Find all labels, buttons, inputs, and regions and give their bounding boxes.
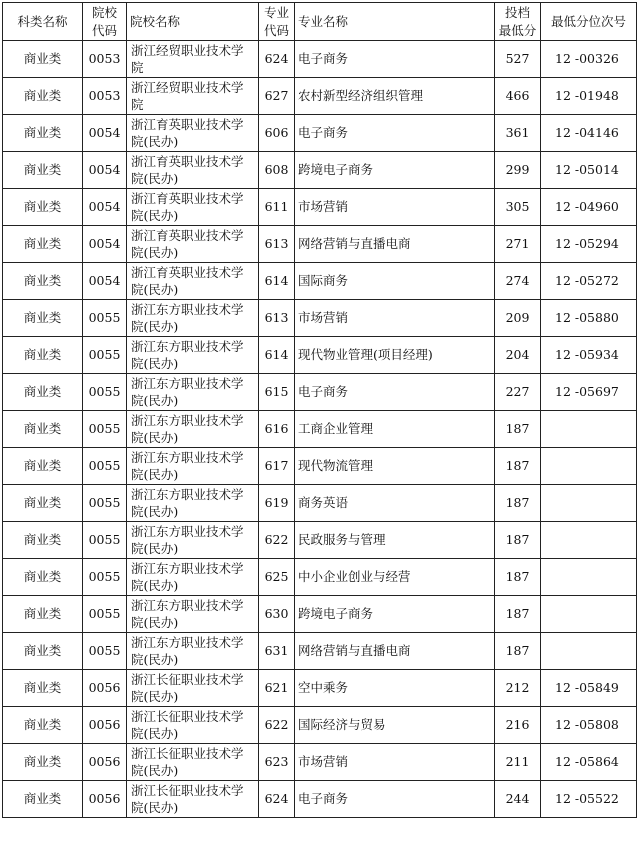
cell-school-name: 浙江东方职业技术学院(民办)	[127, 448, 259, 485]
cell-school-code: 0055	[83, 448, 127, 485]
header-school-name: 院校名称	[127, 3, 259, 41]
cell-category: 商业类	[3, 485, 83, 522]
header-min-rank: 最低分位次号	[541, 3, 637, 41]
cell-major-code: 624	[259, 41, 295, 78]
cell-category: 商业类	[3, 152, 83, 189]
cell-school-name: 浙江长征职业技术学院(民办)	[127, 670, 259, 707]
cell-major-code: 614	[259, 263, 295, 300]
cell-school-code: 0054	[83, 263, 127, 300]
table-row	[3, 226, 637, 263]
cell-school-code: 0055	[83, 374, 127, 411]
cell-min-rank: 12 -05697	[541, 374, 637, 411]
cell-school-code: 0056	[83, 670, 127, 707]
cell-min-score: 187	[495, 448, 541, 485]
cell-major-name: 国际经济与贸易	[295, 707, 495, 744]
cell-major-code: 631	[259, 633, 295, 670]
cell-school-code: 0054	[83, 152, 127, 189]
cell-min-rank: 12 -05934	[541, 337, 637, 374]
cell-school-name: 浙江东方职业技术学院(民办)	[127, 374, 259, 411]
cell-school-code: 0054	[83, 115, 127, 152]
cell-min-score: 187	[495, 596, 541, 633]
cell-school-code: 0055	[83, 522, 127, 559]
cell-major-name: 市场营销	[295, 189, 495, 226]
cell-school-name: 浙江长征职业技术学院(民办)	[127, 744, 259, 781]
cell-min-score: 305	[495, 189, 541, 226]
cell-category: 商业类	[3, 781, 83, 818]
cell-school-name: 浙江东方职业技术学院(民办)	[127, 337, 259, 374]
table-row	[3, 522, 637, 559]
cell-category: 商业类	[3, 189, 83, 226]
cell-major-code: 627	[259, 78, 295, 115]
cell-major-code: 621	[259, 670, 295, 707]
cell-school-name: 浙江育英职业技术学院(民办)	[127, 263, 259, 300]
cell-min-rank	[541, 559, 637, 596]
cell-major-name: 市场营销	[295, 744, 495, 781]
cell-min-score: 361	[495, 115, 541, 152]
cell-major-code: 613	[259, 300, 295, 337]
cell-school-name: 浙江东方职业技术学院(民办)	[127, 411, 259, 448]
table-row	[3, 781, 637, 818]
cell-category: 商业类	[3, 707, 83, 744]
cell-min-rank: 12 -04960	[541, 189, 637, 226]
cell-min-score: 187	[495, 633, 541, 670]
cell-min-score: 209	[495, 300, 541, 337]
cell-school-name: 浙江长征职业技术学院(民办)	[127, 781, 259, 818]
cell-school-code: 0054	[83, 226, 127, 263]
cell-major-code: 606	[259, 115, 295, 152]
cell-min-score: 212	[495, 670, 541, 707]
cell-min-score: 299	[495, 152, 541, 189]
cell-school-name: 浙江东方职业技术学院(民办)	[127, 596, 259, 633]
cell-school-name: 浙江经贸职业技术学院	[127, 78, 259, 115]
cell-min-score: 204	[495, 337, 541, 374]
cell-min-rank: 12 -05849	[541, 670, 637, 707]
cell-major-code: 625	[259, 559, 295, 596]
cell-major-code: 615	[259, 374, 295, 411]
cell-major-name: 电子商务	[295, 115, 495, 152]
cell-school-name: 浙江育英职业技术学院(民办)	[127, 189, 259, 226]
cell-min-rank	[541, 485, 637, 522]
table-row	[3, 337, 637, 374]
cell-category: 商业类	[3, 374, 83, 411]
cell-min-rank: 12 -05294	[541, 226, 637, 263]
table-row	[3, 559, 637, 596]
table-row	[3, 41, 637, 78]
cell-min-rank: 12 -05272	[541, 263, 637, 300]
cell-min-score: 187	[495, 522, 541, 559]
cell-school-code: 0055	[83, 411, 127, 448]
cell-min-rank	[541, 411, 637, 448]
header-major-name: 专业名称	[295, 3, 495, 41]
table-row	[3, 263, 637, 300]
cell-major-name: 现代物业管理(项目经理)	[295, 337, 495, 374]
cell-major-name: 电子商务	[295, 374, 495, 411]
cell-major-name: 电子商务	[295, 781, 495, 818]
cell-category: 商业类	[3, 411, 83, 448]
cell-min-score: 187	[495, 411, 541, 448]
table-row	[3, 633, 637, 670]
table-row	[3, 189, 637, 226]
cell-category: 商业类	[3, 78, 83, 115]
cell-school-name: 浙江东方职业技术学院(民办)	[127, 485, 259, 522]
cell-school-code: 0054	[83, 189, 127, 226]
cell-category: 商业类	[3, 263, 83, 300]
cell-school-code: 0056	[83, 781, 127, 818]
cell-major-name: 农村新型经济组织管理	[295, 78, 495, 115]
cell-major-code: 624	[259, 781, 295, 818]
cell-major-code: 630	[259, 596, 295, 633]
cell-category: 商业类	[3, 226, 83, 263]
cell-min-rank: 12 -05808	[541, 707, 637, 744]
table-row	[3, 744, 637, 781]
cell-school-name: 浙江东方职业技术学院(民办)	[127, 522, 259, 559]
table-row	[3, 670, 637, 707]
table-row	[3, 152, 637, 189]
cell-school-name: 浙江育英职业技术学院(民办)	[127, 115, 259, 152]
cell-major-name: 商务英语	[295, 485, 495, 522]
cell-category: 商业类	[3, 337, 83, 374]
cell-school-code: 0053	[83, 41, 127, 78]
cell-min-score: 244	[495, 781, 541, 818]
cell-category: 商业类	[3, 300, 83, 337]
header-major-code: 专业 代码	[259, 3, 295, 41]
cell-category: 商业类	[3, 670, 83, 707]
header-row	[3, 3, 637, 41]
table-row	[3, 411, 637, 448]
cell-min-rank: 12 -05864	[541, 744, 637, 781]
cell-min-rank: 12 -00326	[541, 41, 637, 78]
cell-major-name: 市场营销	[295, 300, 495, 337]
cell-min-rank: 12 -05880	[541, 300, 637, 337]
cell-major-code: 614	[259, 337, 295, 374]
cell-min-rank	[541, 633, 637, 670]
cell-major-code: 613	[259, 226, 295, 263]
cell-major-name: 跨境电子商务	[295, 152, 495, 189]
cell-school-name: 浙江东方职业技术学院(民办)	[127, 300, 259, 337]
cell-major-code: 619	[259, 485, 295, 522]
cell-school-code: 0055	[83, 485, 127, 522]
cell-school-code: 0053	[83, 78, 127, 115]
cell-min-score: 216	[495, 707, 541, 744]
cell-major-name: 网络营销与直播电商	[295, 633, 495, 670]
cell-school-name: 浙江育英职业技术学院(民办)	[127, 226, 259, 263]
cell-school-name: 浙江经贸职业技术学院	[127, 41, 259, 78]
cell-major-name: 空中乘务	[295, 670, 495, 707]
table-row	[3, 115, 637, 152]
table-row	[3, 300, 637, 337]
cell-school-code: 0055	[83, 300, 127, 337]
cell-min-rank: 12 -05522	[541, 781, 637, 818]
cell-category: 商业类	[3, 41, 83, 78]
cell-school-code: 0056	[83, 707, 127, 744]
cell-min-score: 271	[495, 226, 541, 263]
cell-category: 商业类	[3, 115, 83, 152]
cell-min-rank: 12 -04146	[541, 115, 637, 152]
cell-category: 商业类	[3, 522, 83, 559]
cell-category: 商业类	[3, 448, 83, 485]
cell-min-score: 211	[495, 744, 541, 781]
cell-school-name: 浙江东方职业技术学院(民办)	[127, 633, 259, 670]
cell-category: 商业类	[3, 633, 83, 670]
cell-school-code: 0056	[83, 744, 127, 781]
cell-major-code: 616	[259, 411, 295, 448]
cell-min-score: 187	[495, 485, 541, 522]
cell-min-rank	[541, 522, 637, 559]
table-row	[3, 78, 637, 115]
cell-school-code: 0055	[83, 596, 127, 633]
cell-min-rank	[541, 448, 637, 485]
table-row	[3, 596, 637, 633]
cell-major-code: 622	[259, 522, 295, 559]
cell-school-name: 浙江育英职业技术学院(民办)	[127, 152, 259, 189]
table-row	[3, 707, 637, 744]
cell-major-name: 跨境电子商务	[295, 596, 495, 633]
cell-major-name: 电子商务	[295, 41, 495, 78]
cell-major-name: 民政服务与管理	[295, 522, 495, 559]
cell-school-name: 浙江东方职业技术学院(民办)	[127, 559, 259, 596]
cell-school-code: 0055	[83, 337, 127, 374]
cell-school-name: 浙江长征职业技术学院(民办)	[127, 707, 259, 744]
cell-major-name: 国际商务	[295, 263, 495, 300]
cell-min-rank: 12 -01948	[541, 78, 637, 115]
table-row	[3, 485, 637, 522]
cell-min-score: 527	[495, 41, 541, 78]
table-row	[3, 374, 637, 411]
admission-score-table	[2, 2, 637, 818]
cell-category: 商业类	[3, 744, 83, 781]
cell-major-code: 608	[259, 152, 295, 189]
header-category: 科类名称	[3, 3, 83, 41]
cell-school-code: 0055	[83, 633, 127, 670]
cell-major-code: 611	[259, 189, 295, 226]
cell-category: 商业类	[3, 559, 83, 596]
cell-min-score: 227	[495, 374, 541, 411]
cell-major-code: 623	[259, 744, 295, 781]
cell-min-rank	[541, 596, 637, 633]
cell-major-name: 网络营销与直播电商	[295, 226, 495, 263]
cell-major-name: 工商企业管理	[295, 411, 495, 448]
cell-min-rank: 12 -05014	[541, 152, 637, 189]
header-school-code: 院校 代码	[83, 3, 127, 41]
cell-major-name: 中小企业创业与经营	[295, 559, 495, 596]
cell-major-name: 现代物流管理	[295, 448, 495, 485]
cell-min-score: 274	[495, 263, 541, 300]
cell-major-code: 617	[259, 448, 295, 485]
cell-category: 商业类	[3, 596, 83, 633]
cell-school-code: 0055	[83, 559, 127, 596]
cell-min-score: 466	[495, 78, 541, 115]
header-min-score: 投档 最低分	[495, 3, 541, 41]
table-row	[3, 448, 637, 485]
cell-min-score: 187	[495, 559, 541, 596]
cell-major-code: 622	[259, 707, 295, 744]
